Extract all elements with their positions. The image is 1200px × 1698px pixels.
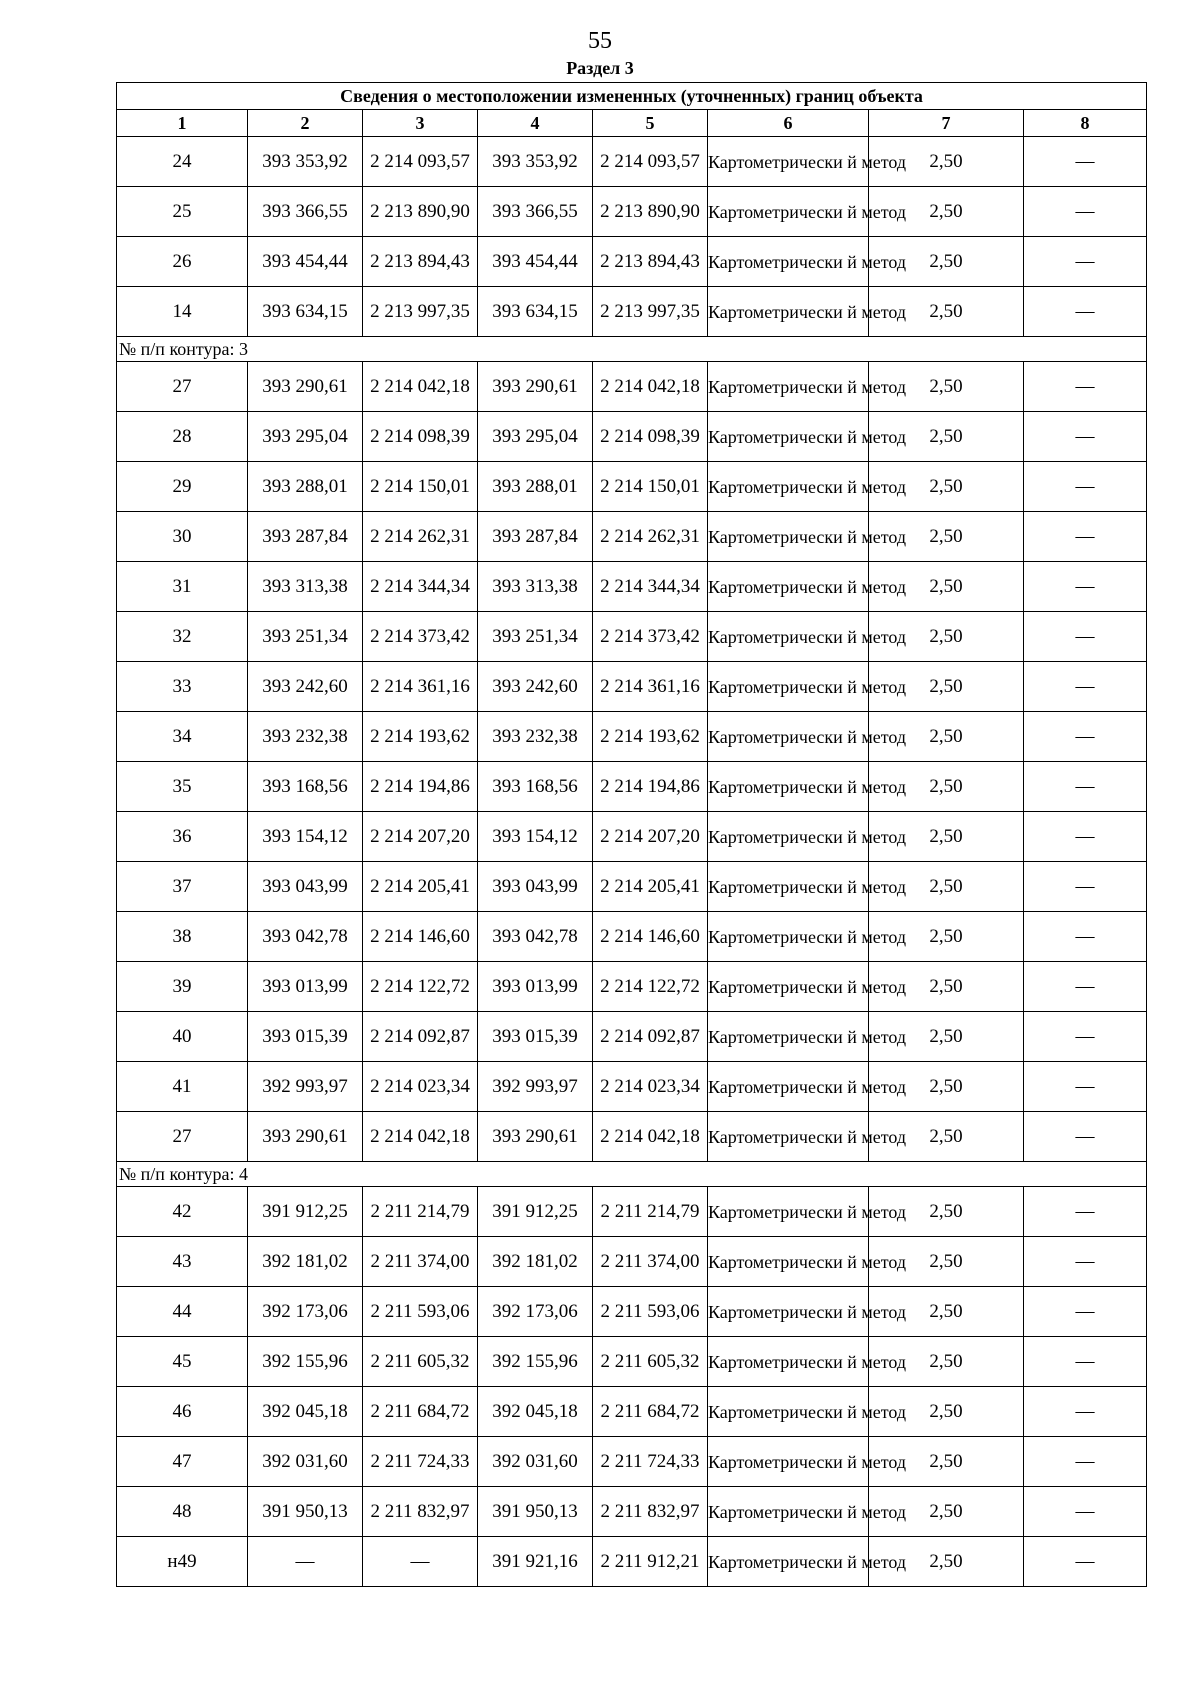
new-y-cell: 2 211 214,79: [593, 1187, 708, 1237]
method-cell: Картометрически й метод: [708, 187, 869, 237]
description-cell: —: [1024, 812, 1147, 862]
description-cell: —: [1024, 1387, 1147, 1437]
new-x-cell: 392 993,97: [478, 1062, 593, 1112]
accuracy-cell: 2,50: [869, 512, 1024, 562]
point-number-cell: 33: [117, 662, 248, 712]
new-y-cell: 2 211 832,97: [593, 1487, 708, 1537]
table-row: [117, 137, 1147, 187]
accuracy-cell: 2,50: [869, 812, 1024, 862]
accuracy-cell: 2,50: [869, 762, 1024, 812]
method-cell: Картометрически й метод: [708, 812, 869, 862]
table-row: [117, 962, 1147, 1012]
description-cell: —: [1024, 712, 1147, 762]
accuracy-cell: 2,50: [869, 1337, 1024, 1387]
table-row: [117, 662, 1147, 712]
accuracy-cell: 2,50: [869, 1387, 1024, 1437]
description-cell: —: [1024, 1537, 1147, 1587]
existing-x-cell: 392 155,96: [248, 1337, 363, 1387]
point-number-cell: 40: [117, 1012, 248, 1062]
existing-y-cell: 2 211 724,33: [363, 1437, 478, 1487]
section-title: Раздел 3: [566, 58, 634, 78]
existing-y-cell: 2 214 098,39: [363, 412, 478, 462]
method-cell: Картометрически й метод: [708, 862, 869, 912]
existing-x-cell: —: [248, 1537, 363, 1587]
method-cell: Картометрически й метод: [708, 137, 869, 187]
accuracy-cell: 2,50: [869, 1062, 1024, 1112]
existing-x-cell: 392 031,60: [248, 1437, 363, 1487]
existing-x-cell: 391 950,13: [248, 1487, 363, 1537]
new-y-cell: 2 214 042,18: [593, 362, 708, 412]
table-row: [117, 362, 1147, 412]
table-caption: Сведения о местоположении измененных (уточненных) границ объекта: [117, 83, 1147, 110]
description-cell: —: [1024, 287, 1147, 337]
description-cell: —: [1024, 187, 1147, 237]
existing-x-cell: 393 043,99: [248, 862, 363, 912]
point-number-cell: 30: [117, 512, 248, 562]
new-x-cell: 393 251,34: [478, 612, 593, 662]
method-cell: Картометрически й метод: [708, 287, 869, 337]
existing-y-cell: 2 214 361,16: [363, 662, 478, 712]
description-cell: —: [1024, 1437, 1147, 1487]
method-cell: Картометрически й метод: [708, 1187, 869, 1237]
new-y-cell: 2 211 684,72: [593, 1387, 708, 1437]
description-cell: —: [1024, 1237, 1147, 1287]
new-y-cell: 2 214 193,62: [593, 712, 708, 762]
existing-x-cell: 393 295,04: [248, 412, 363, 462]
contour-label: № п/п контура: 3: [117, 337, 1147, 362]
existing-x-cell: 393 290,61: [248, 362, 363, 412]
existing-y-cell: 2 214 207,20: [363, 812, 478, 862]
accuracy-cell: 2,50: [869, 1287, 1024, 1337]
accuracy-cell: 2,50: [869, 662, 1024, 712]
column-number-row: [117, 110, 1147, 137]
point-number-cell: 28: [117, 412, 248, 462]
method-cell: Картометрически й метод: [708, 1337, 869, 1387]
point-number-cell: 44: [117, 1287, 248, 1337]
method-cell: Картометрически й метод: [708, 1287, 869, 1337]
point-number-cell: 29: [117, 462, 248, 512]
method-cell: Картометрически й метод: [708, 1237, 869, 1287]
description-cell: —: [1024, 1487, 1147, 1537]
existing-x-cell: 393 290,61: [248, 1112, 363, 1162]
new-x-cell: 392 155,96: [478, 1337, 593, 1387]
new-x-cell: 393 353,92: [478, 137, 593, 187]
existing-y-cell: 2 213 997,35: [363, 287, 478, 337]
new-y-cell: 2 211 912,21: [593, 1537, 708, 1587]
method-cell: Картометрически й метод: [708, 1537, 869, 1587]
new-y-cell: 2 213 890,90: [593, 187, 708, 237]
new-x-cell: 393 154,12: [478, 812, 593, 862]
point-number-cell: 34: [117, 712, 248, 762]
point-number-cell: 47: [117, 1437, 248, 1487]
contour-header-row: [117, 337, 1147, 362]
new-y-cell: 2 214 023,34: [593, 1062, 708, 1112]
new-x-cell: 391 912,25: [478, 1187, 593, 1237]
existing-y-cell: 2 213 894,43: [363, 237, 478, 287]
method-cell: Картометрически й метод: [708, 412, 869, 462]
description-cell: —: [1024, 512, 1147, 562]
existing-x-cell: 392 181,02: [248, 1237, 363, 1287]
new-x-cell: 392 173,06: [478, 1287, 593, 1337]
column-number: 8: [1024, 110, 1147, 137]
table-row: [117, 1112, 1147, 1162]
new-x-cell: 393 313,38: [478, 562, 593, 612]
new-y-cell: 2 213 997,35: [593, 287, 708, 337]
point-number-cell: 45: [117, 1337, 248, 1387]
existing-x-cell: 393 013,99: [248, 962, 363, 1012]
new-x-cell: 392 031,60: [478, 1437, 593, 1487]
table-row: [117, 1012, 1147, 1062]
existing-y-cell: —: [363, 1537, 478, 1587]
table-row: [117, 187, 1147, 237]
accuracy-cell: 2,50: [869, 962, 1024, 1012]
method-cell: Картометрически й метод: [708, 1487, 869, 1537]
column-number: 4: [478, 110, 593, 137]
point-number-cell: 32: [117, 612, 248, 662]
existing-y-cell: 2 214 205,41: [363, 862, 478, 912]
accuracy-cell: 2,50: [869, 237, 1024, 287]
existing-x-cell: 393 634,15: [248, 287, 363, 337]
new-x-cell: 393 287,84: [478, 512, 593, 562]
new-x-cell: 393 290,61: [478, 1112, 593, 1162]
point-number-cell: 24: [117, 137, 248, 187]
existing-y-cell: 2 211 684,72: [363, 1387, 478, 1437]
new-y-cell: 2 214 194,86: [593, 762, 708, 812]
new-x-cell: 393 295,04: [478, 412, 593, 462]
table-row: [117, 412, 1147, 462]
description-cell: —: [1024, 762, 1147, 812]
existing-y-cell: 2 214 092,87: [363, 1012, 478, 1062]
accuracy-cell: 2,50: [869, 362, 1024, 412]
accuracy-cell: 2,50: [869, 1487, 1024, 1537]
existing-x-cell: 392 173,06: [248, 1287, 363, 1337]
description-cell: —: [1024, 1012, 1147, 1062]
existing-x-cell: 393 313,38: [248, 562, 363, 612]
column-number: 5: [593, 110, 708, 137]
table-row: [117, 1237, 1147, 1287]
description-cell: —: [1024, 912, 1147, 962]
method-cell: Картометрически й метод: [708, 662, 869, 712]
accuracy-cell: 2,50: [869, 1187, 1024, 1237]
point-number-cell: 31: [117, 562, 248, 612]
new-y-cell: 2 211 593,06: [593, 1287, 708, 1337]
existing-x-cell: 393 353,92: [248, 137, 363, 187]
description-cell: —: [1024, 237, 1147, 287]
column-number: 1: [117, 110, 248, 137]
description-cell: —: [1024, 562, 1147, 612]
description-cell: —: [1024, 362, 1147, 412]
description-cell: —: [1024, 1287, 1147, 1337]
existing-x-cell: 393 015,39: [248, 1012, 363, 1062]
accuracy-cell: 2,50: [869, 1237, 1024, 1287]
accuracy-cell: 2,50: [869, 1012, 1024, 1062]
existing-y-cell: 2 214 373,42: [363, 612, 478, 662]
existing-y-cell: 2 214 262,31: [363, 512, 478, 562]
method-cell: Картометрически й метод: [708, 612, 869, 662]
new-x-cell: 393 042,78: [478, 912, 593, 962]
point-number-cell: 42: [117, 1187, 248, 1237]
method-cell: Картометрически й метод: [708, 1387, 869, 1437]
existing-x-cell: 393 366,55: [248, 187, 363, 237]
new-y-cell: 2 214 205,41: [593, 862, 708, 912]
existing-y-cell: 2 214 194,86: [363, 762, 478, 812]
new-x-cell: 392 181,02: [478, 1237, 593, 1287]
table-row: [117, 287, 1147, 337]
method-cell: Картометрически й метод: [708, 562, 869, 612]
contour-header-row: [117, 1162, 1147, 1187]
column-number: 6: [708, 110, 869, 137]
point-number-cell: 38: [117, 912, 248, 962]
existing-y-cell: 2 214 042,18: [363, 362, 478, 412]
existing-y-cell: 2 214 344,34: [363, 562, 478, 612]
new-x-cell: 393 366,55: [478, 187, 593, 237]
point-number-cell: 36: [117, 812, 248, 862]
table-row: [117, 562, 1147, 612]
table-row: [117, 237, 1147, 287]
point-number-cell: 14: [117, 287, 248, 337]
method-cell: Картометрически й метод: [708, 1062, 869, 1112]
new-y-cell: 2 214 146,60: [593, 912, 708, 962]
point-number-cell: 37: [117, 862, 248, 912]
point-number-cell: 43: [117, 1237, 248, 1287]
point-number-cell: 27: [117, 362, 248, 412]
new-y-cell: 2 214 373,42: [593, 612, 708, 662]
table-row: [117, 462, 1147, 512]
existing-x-cell: 392 045,18: [248, 1387, 363, 1437]
new-x-cell: 393 454,44: [478, 237, 593, 287]
new-y-cell: 2 214 122,72: [593, 962, 708, 1012]
contour-label: № п/п контура: 4: [117, 1162, 1147, 1187]
new-x-cell: 393 015,39: [478, 1012, 593, 1062]
existing-x-cell: 391 912,25: [248, 1187, 363, 1237]
method-cell: Картометрически й метод: [708, 912, 869, 962]
method-cell: Картометрически й метод: [708, 1437, 869, 1487]
existing-y-cell: 2 214 193,62: [363, 712, 478, 762]
accuracy-cell: 2,50: [869, 137, 1024, 187]
method-cell: Картометрически й метод: [708, 1112, 869, 1162]
existing-y-cell: 2 214 150,01: [363, 462, 478, 512]
new-y-cell: 2 214 092,87: [593, 1012, 708, 1062]
column-number: 2: [248, 110, 363, 137]
table-body: [117, 137, 1147, 1587]
new-x-cell: 393 242,60: [478, 662, 593, 712]
accuracy-cell: 2,50: [869, 187, 1024, 237]
description-cell: —: [1024, 862, 1147, 912]
existing-y-cell: 2 214 093,57: [363, 137, 478, 187]
existing-y-cell: 2 211 593,06: [363, 1287, 478, 1337]
accuracy-cell: 2,50: [869, 862, 1024, 912]
method-cell: Картометрически й метод: [708, 962, 869, 1012]
accuracy-cell: 2,50: [869, 462, 1024, 512]
new-y-cell: 2 214 042,18: [593, 1112, 708, 1162]
new-x-cell: 392 045,18: [478, 1387, 593, 1437]
description-cell: —: [1024, 412, 1147, 462]
column-number: 7: [869, 110, 1024, 137]
table-row: [117, 1187, 1147, 1237]
accuracy-cell: 2,50: [869, 612, 1024, 662]
existing-x-cell: 393 287,84: [248, 512, 363, 562]
existing-x-cell: 393 454,44: [248, 237, 363, 287]
table-row: [117, 862, 1147, 912]
new-y-cell: 2 214 150,01: [593, 462, 708, 512]
table-row: [117, 1387, 1147, 1437]
point-number-cell: 41: [117, 1062, 248, 1112]
point-number-cell: 48: [117, 1487, 248, 1537]
new-y-cell: 2 214 344,34: [593, 562, 708, 612]
new-x-cell: 393 013,99: [478, 962, 593, 1012]
boundary-coordinates-table: [116, 82, 1147, 1587]
table-row: [117, 1437, 1147, 1487]
new-x-cell: 393 290,61: [478, 362, 593, 412]
existing-x-cell: 393 288,01: [248, 462, 363, 512]
new-y-cell: 2 214 207,20: [593, 812, 708, 862]
description-cell: —: [1024, 612, 1147, 662]
existing-y-cell: 2 211 605,32: [363, 1337, 478, 1387]
accuracy-cell: 2,50: [869, 912, 1024, 962]
new-y-cell: 2 211 724,33: [593, 1437, 708, 1487]
new-y-cell: 2 214 262,31: [593, 512, 708, 562]
description-cell: —: [1024, 662, 1147, 712]
accuracy-cell: 2,50: [869, 1537, 1024, 1587]
table-row: [117, 1537, 1147, 1587]
point-number-cell: 46: [117, 1387, 248, 1437]
table-row: [117, 812, 1147, 862]
method-cell: Картометрически й метод: [708, 237, 869, 287]
new-y-cell: 2 214 098,39: [593, 412, 708, 462]
point-number-cell: н49: [117, 1537, 248, 1587]
accuracy-cell: 2,50: [869, 1437, 1024, 1487]
new-x-cell: 391 950,13: [478, 1487, 593, 1537]
table-row: [117, 1062, 1147, 1112]
description-cell: —: [1024, 1187, 1147, 1237]
column-number: 3: [363, 110, 478, 137]
description-cell: —: [1024, 962, 1147, 1012]
method-cell: Картометрически й метод: [708, 362, 869, 412]
method-cell: Картометрически й метод: [708, 712, 869, 762]
point-number-cell: 26: [117, 237, 248, 287]
existing-y-cell: 2 211 214,79: [363, 1187, 478, 1237]
point-number-cell: 35: [117, 762, 248, 812]
point-number-cell: 25: [117, 187, 248, 237]
description-cell: —: [1024, 1112, 1147, 1162]
table-row: [117, 1487, 1147, 1537]
accuracy-cell: 2,50: [869, 1112, 1024, 1162]
existing-y-cell: 2 214 146,60: [363, 912, 478, 962]
new-x-cell: 393 168,56: [478, 762, 593, 812]
existing-y-cell: 2 214 122,72: [363, 962, 478, 1012]
table-row: [117, 1287, 1147, 1337]
description-cell: —: [1024, 137, 1147, 187]
existing-y-cell: 2 214 023,34: [363, 1062, 478, 1112]
table-row: [117, 612, 1147, 662]
description-cell: —: [1024, 462, 1147, 512]
existing-x-cell: 393 251,34: [248, 612, 363, 662]
new-y-cell: 2 214 093,57: [593, 137, 708, 187]
existing-x-cell: 393 232,38: [248, 712, 363, 762]
existing-y-cell: 2 211 832,97: [363, 1487, 478, 1537]
new-x-cell: 393 043,99: [478, 862, 593, 912]
method-cell: Картометрически й метод: [708, 512, 869, 562]
new-y-cell: 2 211 374,00: [593, 1237, 708, 1287]
existing-x-cell: 392 993,97: [248, 1062, 363, 1112]
new-y-cell: 2 214 361,16: [593, 662, 708, 712]
existing-x-cell: 393 168,56: [248, 762, 363, 812]
new-y-cell: 2 213 894,43: [593, 237, 708, 287]
new-x-cell: 393 288,01: [478, 462, 593, 512]
new-x-cell: 393 634,15: [478, 287, 593, 337]
method-cell: Картометрически й метод: [708, 762, 869, 812]
page-number: 55: [588, 28, 612, 54]
point-number-cell: 27: [117, 1112, 248, 1162]
existing-x-cell: 393 242,60: [248, 662, 363, 712]
table-row: [117, 1337, 1147, 1387]
accuracy-cell: 2,50: [869, 712, 1024, 762]
new-x-cell: 393 232,38: [478, 712, 593, 762]
existing-y-cell: 2 214 042,18: [363, 1112, 478, 1162]
description-cell: —: [1024, 1337, 1147, 1387]
table-row: [117, 512, 1147, 562]
method-cell: Картометрически й метод: [708, 462, 869, 512]
existing-y-cell: 2 211 374,00: [363, 1237, 478, 1287]
table-row: [117, 912, 1147, 962]
existing-y-cell: 2 213 890,90: [363, 187, 478, 237]
existing-x-cell: 393 042,78: [248, 912, 363, 962]
accuracy-cell: 2,50: [869, 562, 1024, 612]
method-cell: Картометрически й метод: [708, 1012, 869, 1062]
accuracy-cell: 2,50: [869, 287, 1024, 337]
table-row: [117, 762, 1147, 812]
new-x-cell: 391 921,16: [478, 1537, 593, 1587]
description-cell: —: [1024, 1062, 1147, 1112]
table-row: [117, 712, 1147, 762]
new-y-cell: 2 211 605,32: [593, 1337, 708, 1387]
point-number-cell: 39: [117, 962, 248, 1012]
existing-x-cell: 393 154,12: [248, 812, 363, 862]
accuracy-cell: 2,50: [869, 412, 1024, 462]
